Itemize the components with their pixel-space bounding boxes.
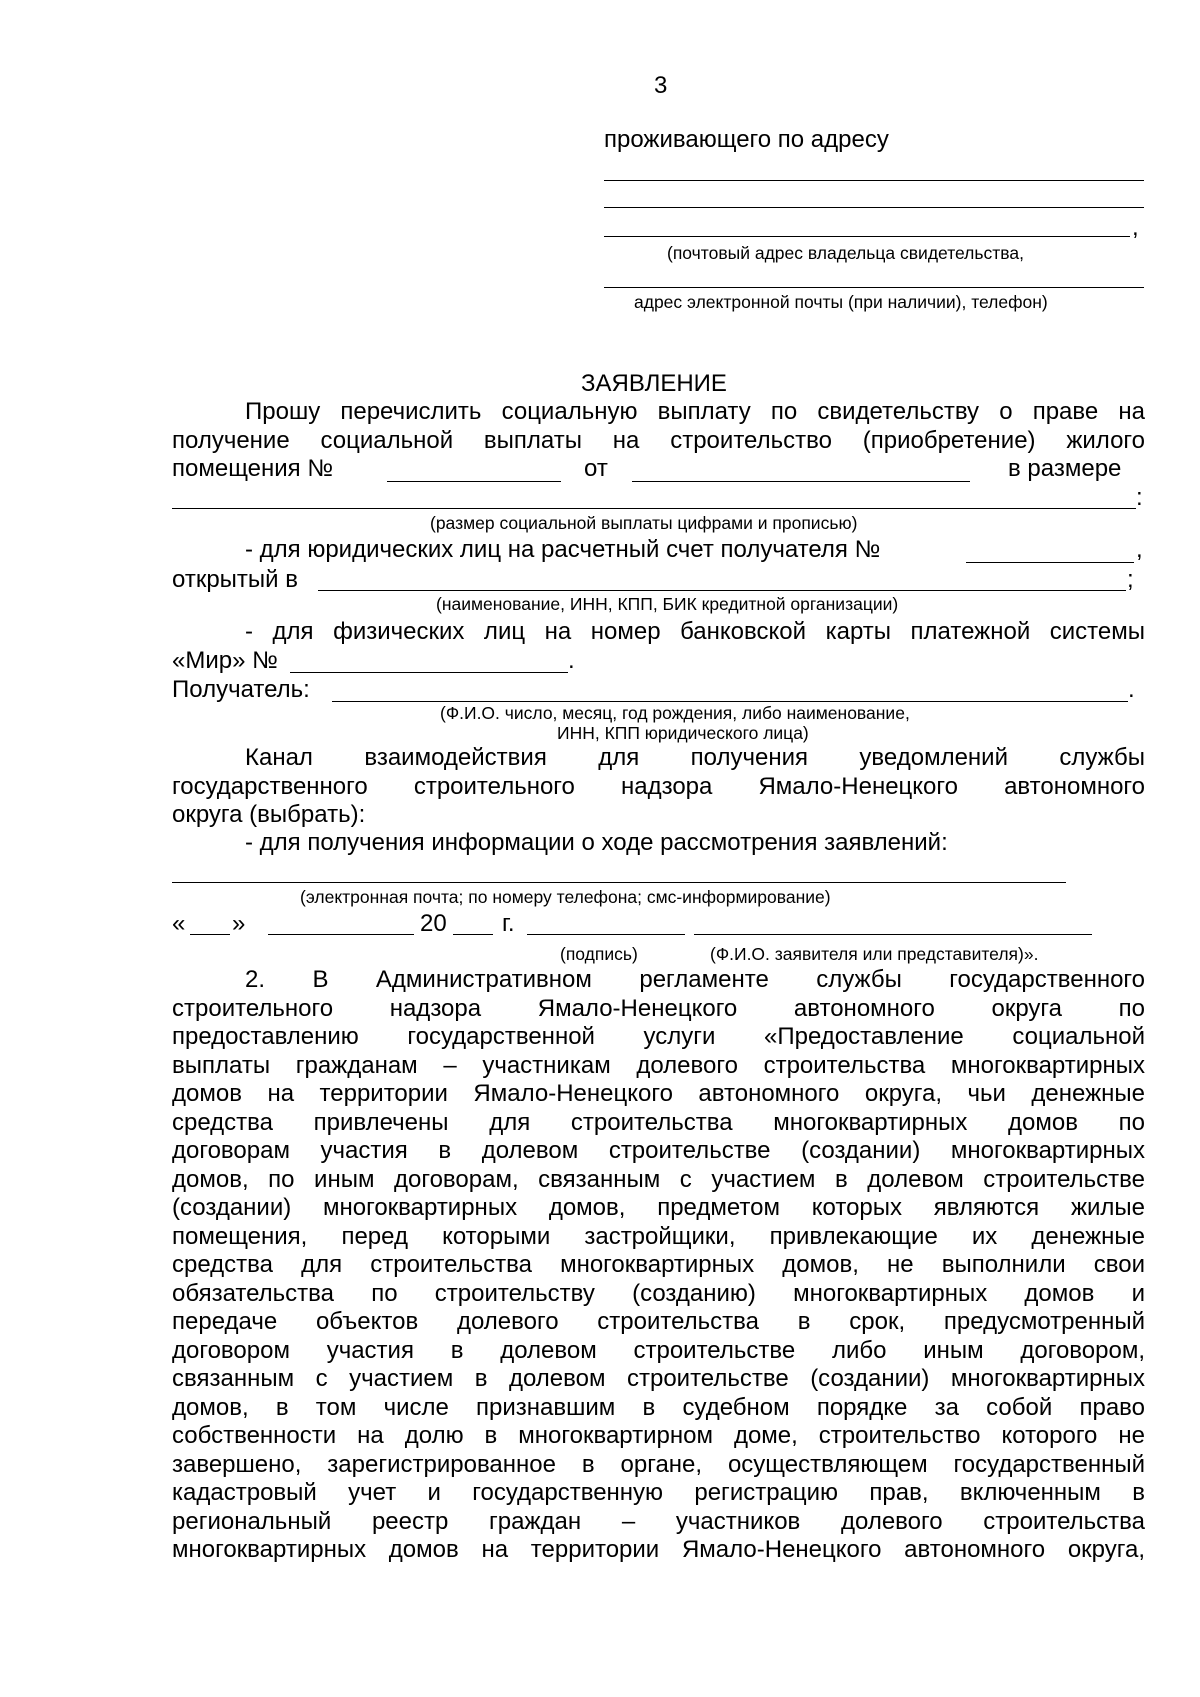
address-comma: , — [1132, 214, 1139, 241]
caption-signature: (подпись) — [560, 944, 638, 964]
address-label: проживающего по адресу — [604, 126, 889, 153]
address-line-2[interactable] — [604, 207, 1144, 208]
paragraph-2-line: предоставлению государственной услуги «Предоставление социальной — [172, 1023, 1145, 1050]
channel-line-4: - для получения информации о ходе рассмотрения заявлений: — [245, 829, 948, 856]
signature-field[interactable] — [527, 934, 685, 935]
recipient-field[interactable] — [332, 701, 1128, 702]
request-line-1: Прошу перечислить социальную выплату по свидетельству о праве на — [245, 398, 1145, 425]
paragraph-2-line: строительного надзора Ямало-Ненецкого автономного округа по — [172, 995, 1145, 1022]
date-year-prefix: 20 — [420, 910, 447, 937]
caption-recipient-2: ИНН, КПП юридического лица) — [557, 723, 809, 743]
paragraph-2-line: средства привлечены для строительства многоквартирных домов по — [172, 1109, 1145, 1136]
card-number-field[interactable] — [290, 672, 568, 673]
recipient-label: Получатель: — [172, 676, 310, 703]
request-line3-mid: от — [584, 455, 608, 482]
date-day-field[interactable] — [190, 934, 230, 935]
caption-postal-address: (почтовый адрес владельца свидетельства, — [667, 243, 1024, 263]
address-line-3[interactable] — [604, 236, 1130, 237]
amount-colon: : — [1136, 484, 1143, 511]
date-quote-close: » — [232, 910, 246, 937]
bank-name-field[interactable] — [318, 590, 1126, 591]
paragraph-2-line: договорам участия в долевом строительстве (создании) многоквартирных — [172, 1137, 1145, 1164]
recipient-end: . — [1128, 676, 1135, 703]
paragraph-2-line: выплаты гражданам – участникам долевого строительства многоквартирных — [172, 1052, 1145, 1079]
paragraph-2-line: договором участия в долевом строительстве либо иным договором, — [172, 1337, 1145, 1364]
document-title: ЗАЯВЛЕНИЕ — [581, 370, 727, 397]
legal-line-2-end: ; — [1127, 566, 1134, 593]
paragraph-2-line: многоквартирных домов на территории Ямало-Ненецкого автономного округа, — [172, 1536, 1145, 1563]
account-number-field[interactable] — [966, 562, 1134, 563]
paragraph-2-line: домов на территории Ямало-Ненецкого автономного округа, чьи денежные — [172, 1080, 1145, 1107]
channel-line-1: Канал взаимодействия для получения уведомлений службы — [245, 744, 1145, 771]
physical-line-1: - для физических лиц на номер банковской карты платежной системы — [245, 618, 1145, 645]
paragraph-2-line: собственности на долю в многоквартирном доме, строительство которого не — [172, 1422, 1145, 1449]
paragraph-2-line: связанным с участием в долевом строительстве (создании) многоквартирных — [172, 1365, 1145, 1392]
date-quote-open: « — [172, 910, 186, 937]
certificate-date-field[interactable] — [632, 481, 970, 482]
paragraph-2-line: обязательства по строительству (созданию) многоквартирных домов и — [172, 1280, 1145, 1307]
paragraph-2-line: средства для строительства многоквартирных домов, не выполнили свои — [172, 1251, 1145, 1278]
caption-applicant-name: (Ф.И.О. заявителя или представителя)». — [710, 944, 1039, 964]
paragraph-2-line: домов, в том числе признавшим в судебном порядке за собой право — [172, 1394, 1145, 1421]
page-number: 3 — [654, 72, 668, 99]
applicant-name-field[interactable] — [694, 934, 1092, 935]
paragraph-2-line: кадастровый учет и государственную регистрацию прав, включенным в — [172, 1479, 1145, 1506]
request-line-2: получение социальной выплаты на строительство (приобретение) жилого — [172, 427, 1145, 454]
address-line-1[interactable] — [604, 180, 1144, 181]
paragraph-2-line: домов, по иным договорам, связанным с участием в долевом строительстве — [172, 1166, 1145, 1193]
notification-channel-field[interactable] — [172, 882, 1066, 883]
request-line3-end: в размере — [1008, 455, 1122, 482]
caption-bank: (наименование, ИНН, КПП, БИК кредитной организации) — [436, 594, 899, 614]
certificate-number-field[interactable] — [387, 481, 561, 482]
contact-line[interactable] — [604, 287, 1144, 288]
date-year-field[interactable] — [453, 934, 493, 935]
physical-line-2-end: . — [568, 647, 575, 674]
caption-recipient-1: (Ф.И.О. число, месяц, год рождения, либо наименование, — [440, 703, 910, 723]
paragraph-2-line: (создании) многоквартирных домов, предметом которых являются жилые — [172, 1194, 1145, 1221]
physical-line-2-start: «Мир» № — [172, 647, 278, 674]
paragraph-2-line: завершено, зарегистрированное в органе, осуществляющем государственный — [172, 1451, 1145, 1478]
legal-line-2-start: открытый в — [172, 566, 298, 593]
caption-amount: (размер социальной выплаты цифрами и прописью) — [430, 513, 858, 533]
paragraph-2-line: помещения, перед которыми застройщики, привлекающие их денежные — [172, 1223, 1145, 1250]
paragraph-2-line: 2. В Административном регламенте службы государственного — [245, 966, 1145, 993]
amount-field[interactable] — [172, 508, 1136, 509]
legal-line-1: - для юридических лиц на расчетный счет получателя № — [245, 536, 881, 563]
paragraph-2-line: региональный реестр граждан – участников долевого строительства — [172, 1508, 1145, 1535]
date-year-suffix: г. — [502, 910, 515, 937]
paragraph-2-line: передаче объектов долевого строительства в срок, предусмотренный — [172, 1308, 1145, 1335]
caption-channel: (электронная почта; по номеру телефона; смс-информирование) — [300, 887, 831, 907]
date-month-field[interactable] — [268, 934, 414, 935]
legal-line-1-end: , — [1136, 536, 1143, 563]
channel-line-2: государственного строительного надзора Ямало-Ненецкого автономного — [172, 773, 1145, 800]
caption-contact: адрес электронной почты (при наличии), телефон) — [634, 292, 1048, 312]
request-line3-start: помещения № — [172, 455, 334, 482]
channel-line-3: округа (выбрать): — [172, 801, 366, 828]
